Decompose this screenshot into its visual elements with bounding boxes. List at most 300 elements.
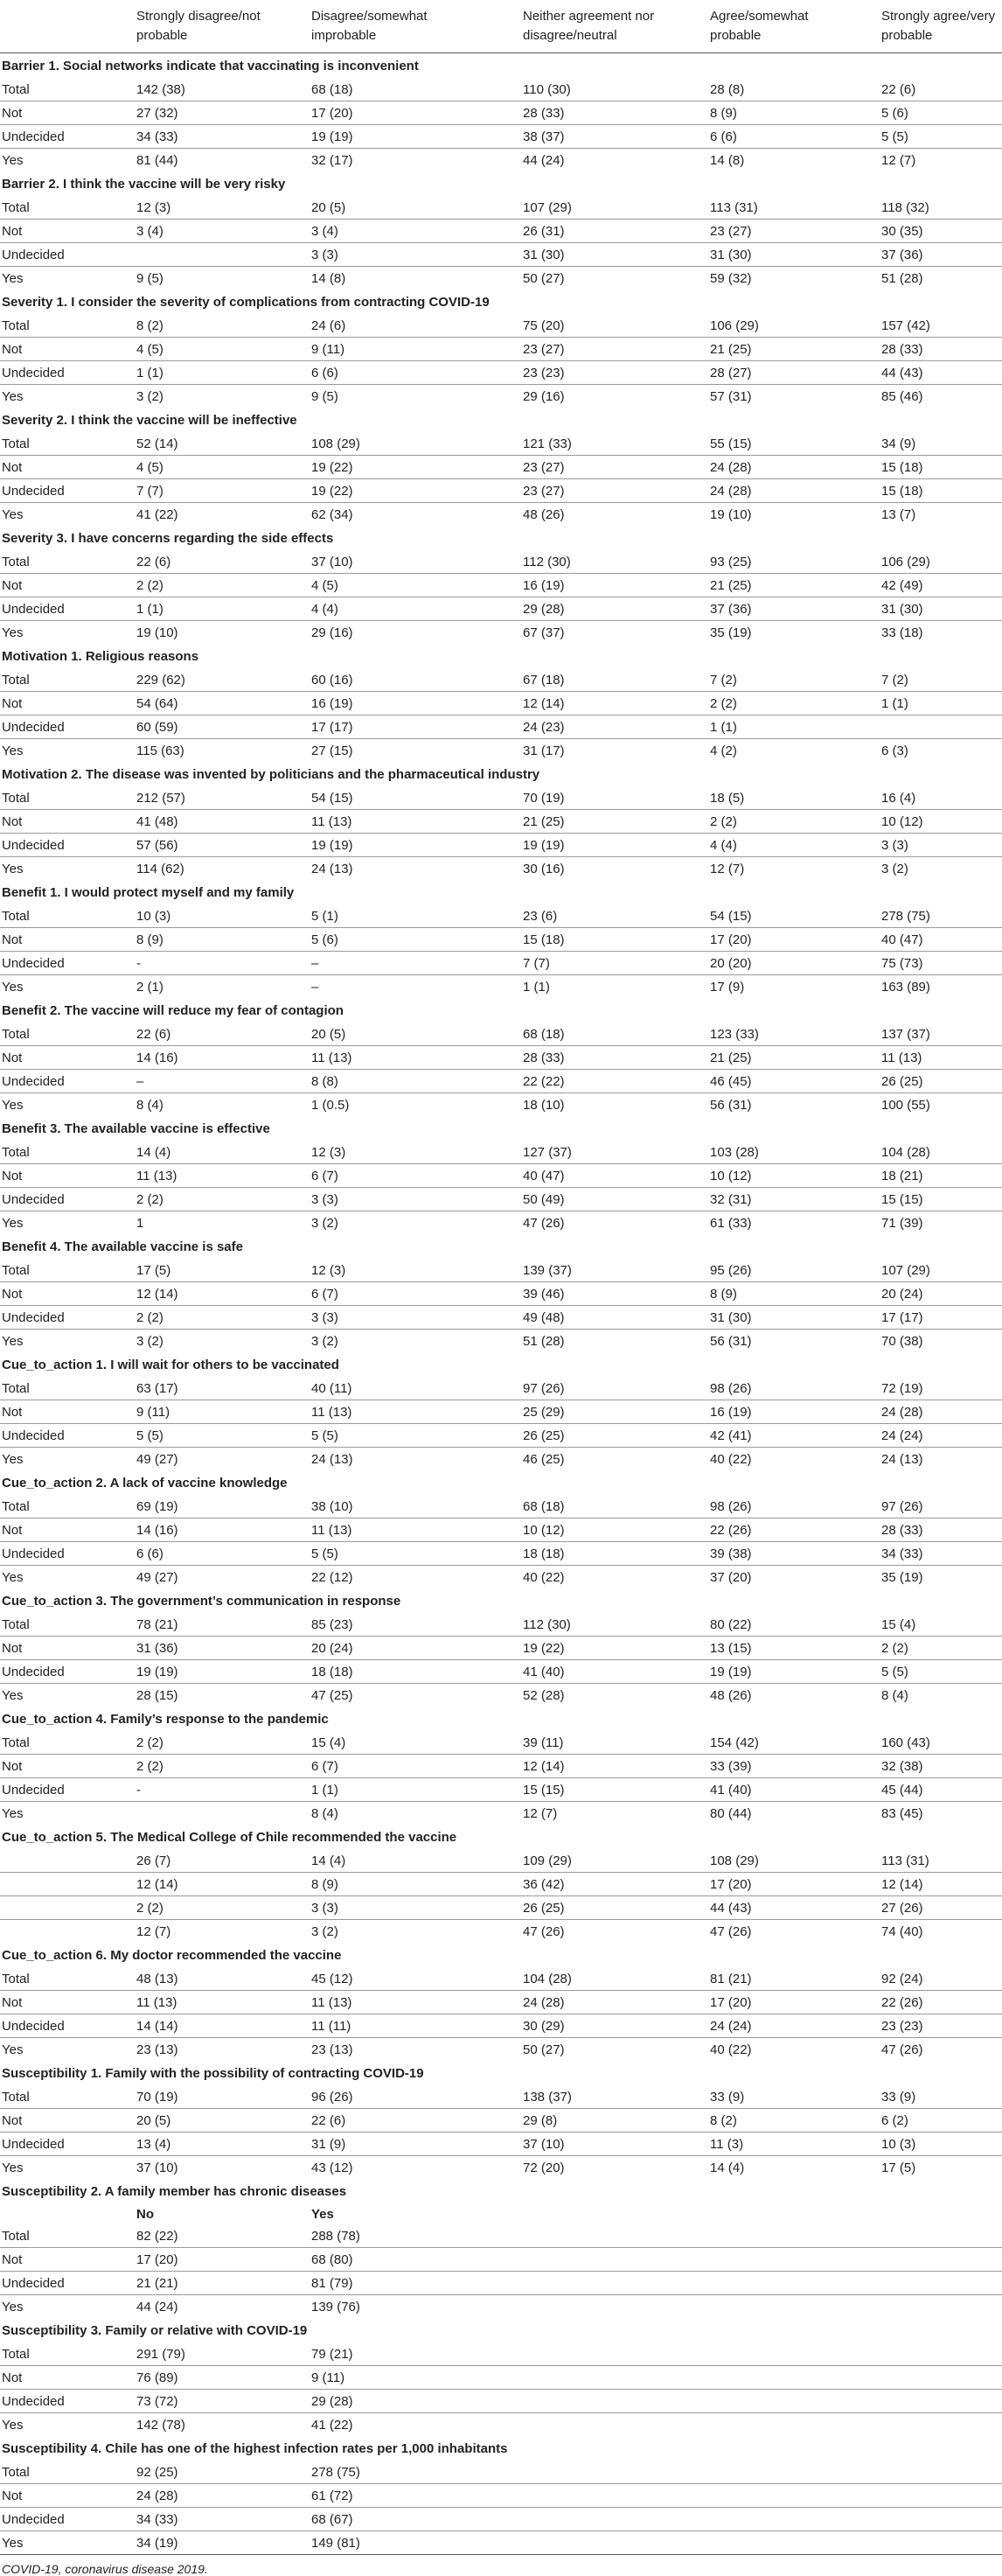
table-cell [876,2248,1002,2272]
table-cell: 62 (34) [306,503,518,527]
header-label: Strongly agree/very probable [881,9,996,43]
table-cell [705,2295,876,2319]
table-cell: 107 (29) [881,1262,930,1278]
row-label: Not [0,1991,131,2014]
table-cell: 40 (22) [705,1448,876,1471]
table-cell: 37 (10) [518,2133,705,2156]
table-row [0,1991,1002,2014]
table-row [0,220,1002,243]
table-cell: 115 (63) [131,739,306,763]
table-cell [131,243,306,267]
row-label: Not [0,2484,131,2508]
table-cell: 5 (5) [876,125,1002,149]
table-cell: 16 (4) [881,790,916,806]
table-cell: 27 (26) [876,1896,1002,1920]
table-cell: 19 (19) [306,125,518,149]
table-cell: 31 (30) [705,243,876,267]
row-label: Undecided [0,1660,131,1684]
table-cell: 2 (2) [705,810,876,834]
table-cell: 10 (12) [518,1518,705,1542]
table-cell: 70 (38) [876,1330,1002,1353]
table-cell: 5 (5) [306,1424,518,1448]
table-cell: 69 (19) [136,1498,178,1514]
table-cell: 13 (7) [876,503,1002,527]
row-label: Yes [0,621,131,645]
section-title: Cue_to_action 6. My doctor recommended the vaccine [2,1947,342,1963]
table-cell: 23 (23) [876,2014,1002,2038]
table-cell: 47 (26) [518,1211,705,1235]
table-cell: 24 (6) [311,318,346,333]
row-label [0,1920,131,1944]
table-cell: 127 (37) [523,1144,572,1160]
table-row [0,857,1002,881]
table-row [0,1070,1002,1093]
table-cell: 33 (9) [881,2089,916,2105]
table-cell: 10 (3) [876,2133,1002,2156]
section-title: Motivation 1. Religious reasons [2,648,199,664]
table-row [0,2295,1002,2319]
table-cell: 12 (3) [311,1262,346,1278]
section-title: Barrier 2. I think the vaccine will be very risky [2,176,286,192]
table-cell: 15 (18) [518,928,705,952]
table-cell: 123 (33) [710,1026,759,1042]
table-cell: 11 (13) [131,1164,306,1188]
table-row [0,196,1002,220]
section-title-row [0,408,1002,432]
row-label: Total [2,436,30,451]
table-cell: 35 (19) [705,621,876,645]
header-row [0,0,1002,53]
row-label: Not [0,1637,131,1660]
table-cell: 32 (38) [876,1755,1002,1778]
table-cell: 154 (42) [710,1735,759,1750]
table-cell: 6 (2) [876,2109,1002,2133]
table-cell: 20 (24) [306,1637,518,1660]
table-cell: 32 (31) [705,1188,876,1211]
table-cell: 56 (31) [705,1093,876,1117]
table-row [0,952,1002,975]
table-row [0,550,1002,574]
table-cell: 54 (15) [311,790,353,806]
table-cell: 26 (7) [136,1853,171,1868]
table-cell: 31 (30) [705,1306,876,1330]
row-label: Undecided [0,361,131,385]
table-row [0,2508,1002,2531]
table-cell: 2 (1) [131,975,306,999]
table-cell: 59 (32) [705,267,876,290]
table-cell: 13 (15) [705,1637,876,1660]
table-cell [705,2248,876,2272]
section-title: Benefit 4. The available vaccine is safe [2,1239,243,1254]
table-cell: 68 (18) [523,1498,565,1514]
table-cell: 37 (36) [876,243,1002,267]
row-label: Undecided [0,2272,131,2295]
table-cell: 107 (29) [523,199,572,215]
header-cell-strongly-disagree [131,0,306,53]
table-cell: 54 (15) [710,908,752,924]
table-row [0,503,1002,527]
table-cell: 3 (3) [306,1188,518,1211]
table-cell: 50 (27) [518,267,705,290]
table-cell: 24 (23) [518,716,705,739]
row-label: Undecided [0,834,131,857]
table-cell: 72 (19) [881,1380,923,1396]
table-cell: 17 (5) [876,2156,1002,2180]
table-row [0,1684,1002,1707]
table-row [0,2413,1002,2437]
table-cell: 8 (9) [705,101,876,125]
table-cell: 20 (20) [705,952,876,975]
row-label: Yes [0,2295,131,2319]
table-cell: 15 (15) [518,1778,705,1802]
table-cell: 28 (33) [876,338,1002,361]
table-cell: 28 (33) [518,1046,705,1070]
table-cell: 60 (59) [131,716,306,739]
row-label: Yes [0,385,131,408]
row-label: Undecided [0,1542,131,1566]
table-cell: 37 (36) [705,597,876,621]
table-cell: 20 (5) [311,1026,346,1042]
table-cell: 30 (35) [876,220,1002,243]
table-row [0,692,1002,716]
table-cell: 29 (28) [306,2390,518,2413]
table-cell: 31 (30) [518,243,705,267]
table-cell: 17 (9) [705,975,876,999]
table-cell: 31 (9) [306,2133,518,2156]
table-cell: 229 (62) [136,672,185,688]
table-cell: 118 (32) [881,199,929,215]
table-row [0,125,1002,149]
table-cell: 24 (28) [705,456,876,479]
section-title-row [0,171,1002,196]
table-cell: 15 (18) [876,479,1002,503]
table-cell: 97 (26) [523,1380,565,1396]
subheader-cell: Yes [311,2206,334,2222]
table-cell: 96 (26) [311,2089,353,2105]
table-cell: 11 (13) [306,1400,518,1424]
row-label: Not [0,2109,131,2133]
table-cell: 22 (6) [881,81,916,97]
table-row [0,716,1002,739]
table-cell: 14 (8) [306,267,518,290]
table-cell: 98 (26) [710,1498,752,1514]
table-cell: 57 (31) [705,385,876,408]
row-label: Total [2,2089,30,2105]
table-cell: 46 (45) [705,1070,876,1093]
table-cell: 17 (20) [705,928,876,952]
table-cell: 44 (24) [131,2295,306,2319]
table-cell: 6 (7) [306,1164,518,1188]
row-label: Not [0,1164,131,1188]
table-cell: 41 (48) [131,810,306,834]
table-row [0,2342,1002,2366]
row-label: Undecided [0,952,131,975]
table-row [0,2461,1002,2484]
section-title-row [0,1470,1002,1495]
table-cell: 1 (1) [518,975,705,999]
table-row [0,1566,1002,1589]
table-row [0,975,1002,999]
table-cell: 5 (5) [876,1660,1002,1684]
table-cell [518,2248,705,2272]
table-row [0,1330,1002,1353]
table-cell: 55 (15) [710,436,752,451]
table-cell: 1 (1) [131,361,306,385]
table-row [0,1542,1002,1566]
section-title: Severity 1. I consider the severity of complications from contracting COVID-19 [2,294,490,310]
row-label: Yes [0,1684,131,1707]
table-cell: 10 (12) [705,1164,876,1188]
row-label: Yes [0,1566,131,1589]
table-cell: 97 (26) [881,1498,923,1514]
table-cell: 17 (17) [876,1306,1002,1330]
table-cell: 68 (67) [306,2508,518,2531]
table-cell: 5 (6) [306,928,518,952]
table-cell: 2 (2) [131,1188,306,1211]
table-cell: 80 (22) [710,1616,752,1632]
table-cell: 35 (19) [876,1566,1002,1589]
table-cell: 13 (4) [131,2133,306,2156]
table-cell [876,2366,1002,2390]
table-cell: 3 (2) [876,857,1002,881]
table-cell: 11 (13) [876,1046,1002,1070]
row-label: Yes [0,1448,131,1471]
table-cell: 12 (14) [131,1282,306,1306]
table-footnote: COVID-19, coronavirus disease 2019. [2,2562,208,2576]
section-title-row [0,1943,1002,1967]
table-cell [876,2461,1002,2484]
table-cell: 16 (19) [518,574,705,597]
header-cell-disagree [306,0,518,53]
table-cell: 33 (9) [710,2089,745,2105]
table-cell: 8 (9) [306,1873,518,1896]
table-cell: 34 (9) [881,436,916,451]
row-label: Not [0,810,131,834]
table-row [0,456,1002,479]
table-row [0,314,1002,338]
row-label: Total [2,1498,30,1514]
table-row [0,1141,1002,1164]
table-row [0,432,1002,456]
table-cell: 26 (25) [876,1070,1002,1093]
table-cell [876,716,1002,739]
table-row [0,2085,1002,2109]
table-cell [705,2224,876,2248]
table-cell: 3 (2) [306,1211,518,1235]
table-cell [131,1802,306,1826]
table-cell: 18 (21) [876,1164,1002,1188]
table-cell: 12 (7) [518,1802,705,1826]
row-label: Total [2,81,30,97]
table-row [0,2224,1002,2248]
table-cell: 212 (57) [136,790,185,806]
table-row [0,1755,1002,1778]
table-cell: 24 (13) [876,1448,1002,1471]
row-label: Not [0,928,131,952]
section-title: Cue_to_action 3. The government’s communication in response [2,1593,401,1609]
section-title: Benefit 2. The vaccine will reduce my fear of contagion [2,1002,344,1018]
section-title-row [0,1234,1002,1259]
table-row [0,739,1002,763]
table-cell: - [131,952,306,975]
table-cell: 14 (4) [136,1144,171,1160]
table-cell: 39 (38) [705,1542,876,1566]
table-cell: 12 (14) [131,1873,306,1896]
section-title-row [0,2436,1002,2461]
table-row [0,361,1002,385]
table-row [0,78,1002,101]
table-cell: 26 (25) [518,1424,705,1448]
table-row [0,1896,1002,1920]
table-cell: 40 (47) [876,928,1002,952]
table-row [0,621,1002,645]
section-title: Susceptibility 4. Chile has one of the highest infection rates per 1,000 inhabitants [2,2440,508,2456]
table-cell: 8 (9) [131,928,306,952]
table-cell: 40 (11) [311,1380,352,1396]
table-cell: 37 (20) [705,1566,876,1589]
table-cell: 8 (8) [306,1070,518,1093]
table-cell: 12 (7) [876,149,1002,172]
row-label: Undecided [0,1306,131,1330]
table-cell: 33 (18) [876,621,1002,645]
table-cell: 14 (4) [311,1853,346,1868]
table-row [0,1637,1002,1660]
section-title-row [0,1588,1002,1613]
section-title: Motivation 2. The disease was invented by politicians and the pharmaceutical industry [2,766,540,782]
table-row [0,2014,1002,2038]
table-body [0,53,1002,2555]
table-cell: 95 (26) [710,1262,752,1278]
table-cell: 106 (29) [710,318,759,333]
row-label: Total [2,672,30,688]
row-label: Yes [0,857,131,881]
table-cell: 19 (22) [306,479,518,503]
table-cell [518,2484,705,2508]
table-cell: 4 (2) [705,739,876,763]
table-cell: 48 (13) [136,1971,178,1986]
section-title-row [0,526,1002,550]
table-cell: 8 (4) [131,1093,306,1117]
table-row [0,2531,1002,2555]
table-cell [518,2531,705,2555]
table-cell: 15 (4) [881,1616,916,1632]
table-row [0,2038,1002,2062]
table-cell: 28 (15) [131,1684,306,1707]
table-cell: 26 (31) [518,220,705,243]
table-cell: 23 (13) [306,2038,518,2062]
row-label: Yes [0,1093,131,1117]
table-cell: 100 (55) [876,1093,1002,1117]
table-cell: 44 (43) [876,361,1002,385]
table-cell: 18 (18) [518,1542,705,1566]
table-cell: 9 (5) [131,267,306,290]
table-cell: 138 (37) [523,2089,572,2105]
row-label: Total [2,1380,30,1396]
table-cell: 52 (14) [136,436,178,451]
table-cell [518,2413,705,2437]
table-cell: 24 (28) [705,479,876,503]
table-cell: 6 (7) [306,1755,518,1778]
table-cell: 36 (42) [518,1873,705,1896]
table-cell: 18 (10) [518,1093,705,1117]
table-cell: 10 (12) [876,810,1002,834]
row-label: Undecided [0,243,131,267]
table-cell: 15 (15) [876,1188,1002,1211]
table-cell: 142 (38) [136,81,185,97]
table-cell: 112 (30) [523,1616,571,1632]
table-cell: 47 (26) [518,1920,705,1944]
table-cell: 29 (16) [306,621,518,645]
row-label: Not [0,1518,131,1542]
table-cell: 7 (7) [518,952,705,975]
table-cell: 26 (25) [518,1896,705,1920]
row-label: Total [2,1026,30,1042]
table-cell: 11 (13) [306,810,518,834]
section-title-row [0,1116,1002,1141]
row-label: Total [2,199,30,215]
table-cell: 149 (81) [306,2531,518,2555]
table-cell [518,2295,705,2319]
table-cell [705,2342,876,2366]
table-cell: 68 (18) [311,81,353,97]
table-cell: 1 (0.5) [306,1093,518,1117]
row-label: Not [0,220,131,243]
table-cell: 19 (10) [705,503,876,527]
table-cell: 34 (19) [131,2531,306,2555]
table-cell: 19 (19) [306,834,518,857]
table-cell: 18 (18) [306,1660,518,1684]
table-cell: 20 (24) [876,1282,1002,1306]
table-row [0,574,1002,597]
table-cell: 19 (22) [518,1637,705,1660]
table-cell: 291 (79) [136,2346,185,2362]
subheader-cell: No [136,2206,154,2222]
table-cell: 2 (2) [131,1755,306,1778]
table-cell [518,2461,705,2484]
table-cell: 61 (33) [705,1211,876,1235]
table-cell: 48 (26) [518,503,705,527]
table-row [0,479,1002,503]
header-label: Agree/somewhat probable [710,9,809,43]
row-label: Yes [0,2531,131,2555]
row-label: Not [0,1282,131,1306]
table-row [0,1967,1002,1991]
table-cell: 22 (6) [136,1026,171,1042]
section-title: Susceptibility 2. A family member has chronic diseases [2,2183,347,2199]
row-label: Yes [0,149,131,172]
row-label: Undecided [0,479,131,503]
table-cell: 109 (29) [523,1853,572,1868]
table-cell: 12 (3) [136,199,171,215]
table-cell: 34 (33) [876,1542,1002,1566]
table-cell [876,2484,1002,2508]
table-cell: 82 (22) [136,2228,178,2244]
table-cell [705,2461,876,2484]
table-cell: 22 (12) [306,1566,518,1589]
table-cell: 16 (19) [306,692,518,716]
table-cell: 2 (2) [131,1896,306,1920]
section-title-row [0,2061,1002,2085]
table-cell: 41 (22) [306,2413,518,2437]
table-cell: 28 (8) [710,81,745,97]
row-label: Not [0,574,131,597]
table-cell: 22 (26) [705,1518,876,1542]
table-cell: 3 (2) [131,385,306,408]
row-label: Total [2,1971,30,1986]
section-title-row [0,644,1002,668]
table-cell [876,2295,1002,2319]
table-cell: 106 (29) [881,554,930,569]
